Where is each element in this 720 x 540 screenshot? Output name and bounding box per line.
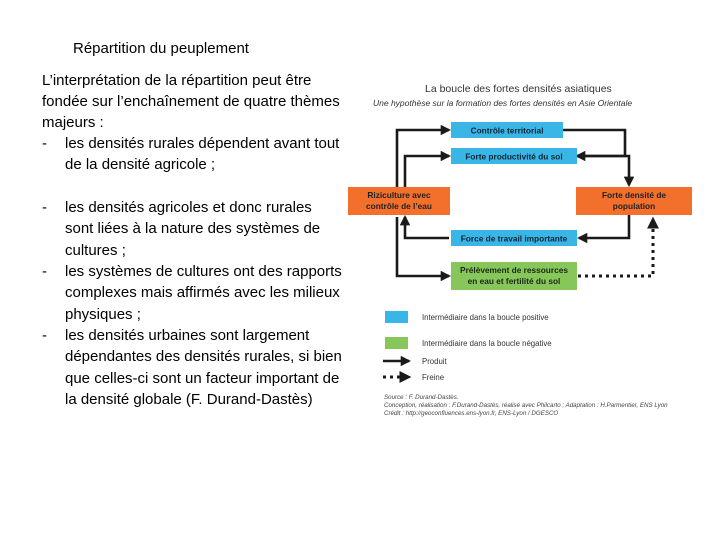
box-riziculture-label-1: Riziculture avec [367, 190, 431, 200]
bullet-text: - les systèmes de cultures ont des rapports complexes mais affirmés avec les milieux physiques ; [65, 263, 342, 323]
box-prelevement-label-2: en eau et fertilité du sol [467, 276, 561, 286]
bullet-item [42, 261, 342, 325]
bullet-item [42, 325, 342, 410]
arrow-productivite-densite [577, 156, 629, 185]
box-productivite [451, 148, 577, 164]
arrow-to-productivite [405, 156, 449, 190]
box-travail [451, 230, 577, 246]
box-riziculture [348, 187, 450, 215]
bullet-text: - les densités rurales dépendent avant tout de la densité agricole ; [65, 135, 340, 174]
box-densite-label-1: Forte densité de [601, 190, 667, 200]
box-controle-label: Contrôle territorial [470, 125, 544, 136]
legend-swatch-blue [385, 311, 408, 323]
legend-freine-label: Freine [422, 373, 445, 382]
box-travail-label: Force de travail importante [460, 233, 568, 244]
credits [384, 394, 668, 417]
box-densite-label-2: population [612, 201, 656, 211]
slide-title: Répartition du peuplement [73, 40, 249, 57]
diagram-title: La boucle des fortes densités asiatiques [425, 83, 612, 95]
credit-conception: Conception, réalisation : F.Durand-Dastès, réalisé avec Philcarto ; Adaptation : H.Parmentier, ENS Lyon [384, 402, 668, 409]
bullet-text: - les densités agricoles et donc rurales sont liées à la nature des systèmes de cultures ; [65, 199, 321, 259]
arrow-travail-riziculture [405, 217, 449, 238]
legend-blue-label: Intermédiaire dans la boucle positive [422, 313, 549, 322]
bullet-item [42, 197, 342, 261]
intro-text: L’interprétation de la répartition peut être fondée sur l’enchaînement de quatre thèmes majeurs : [42, 72, 340, 131]
diagram-subtitle: Une hypothèse sur la formation des fortes densités en Asie Orientale [373, 98, 633, 108]
box-densite [576, 187, 692, 215]
arrow-prelevement-densite-freine [578, 219, 653, 276]
credit-source: Source : F. Durand-Dastès. [384, 394, 459, 401]
density-loop-diagram [345, 78, 713, 428]
bullet-text: - les densités urbaines sont largement dépendantes des densités rurales, si bien que celles-ci sont un facteur important de la densité globale (F. Durand-Dastès) [65, 327, 342, 408]
credit-url: Crédit : http://geoconfluences.ens-lyon.fr, ENS-Lyon / DGESCO [384, 410, 559, 417]
legend-green-label: Intermédiaire dans la boucle négative [422, 339, 552, 348]
box-productivite-label: Forte productivité du sol [465, 151, 563, 162]
arrow-densite-travail [579, 214, 629, 238]
box-controle [451, 122, 563, 138]
legend-produit-label: Produit [422, 357, 447, 366]
bullet-list [42, 133, 342, 410]
box-prelevement-label-1: Prélèvement de ressources [460, 265, 568, 275]
legend [383, 311, 552, 382]
box-riziculture-label-2: contrôle de l’eau [366, 201, 432, 211]
box-prelevement [451, 262, 577, 290]
bullet-item [42, 133, 342, 197]
legend-swatch-green [385, 337, 408, 349]
